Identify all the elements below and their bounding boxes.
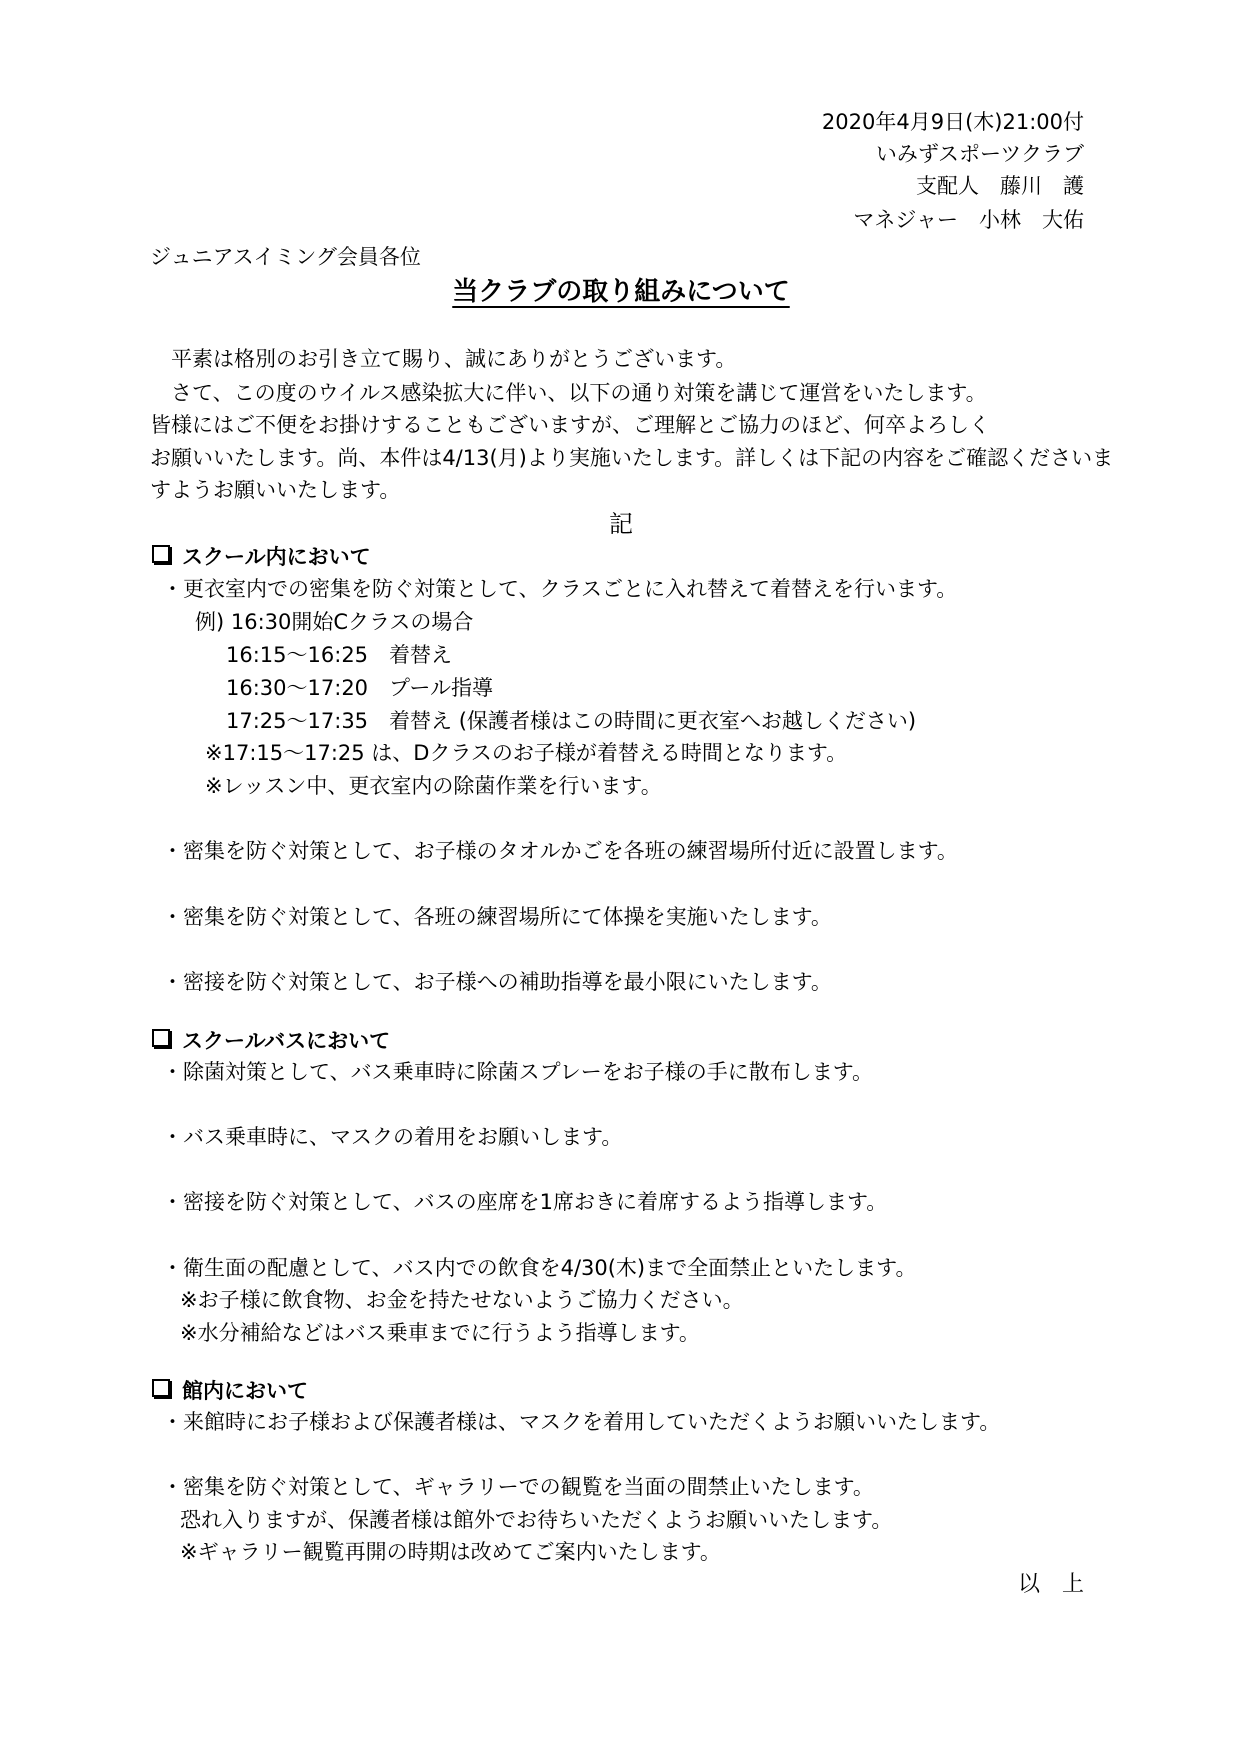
list-item: ・密集を防ぐ対策として、お子様のタオルかごを各班の練習場所付近に設置します。 bbox=[162, 839, 958, 863]
intro-line: 平素は格別のお引き立て賜り、誠にありがとうございます。 bbox=[150, 347, 737, 371]
list-item: ・密集を防ぐ対策として、ギャラリーでの観覧を当面の間禁止いたします。 bbox=[162, 1475, 874, 1499]
checkbox-icon bbox=[152, 1029, 170, 1047]
list-item: 例) 16:30開始Cクラスの場合 bbox=[195, 610, 474, 634]
list-item: ※17:15～17:25 は、Dクラスのお子様が着替える時間となります。 bbox=[205, 741, 848, 765]
intro-line: お願いいたします。尚、本件は4/13(月)より実施いたします。詳しくは下記の内容をご確認くださいま bbox=[150, 446, 1114, 470]
checkbox-icon bbox=[152, 545, 170, 563]
document-title: 当クラブの取り組みについて bbox=[452, 277, 790, 307]
list-item: ・密接を防ぐ対策として、お子様への補助指導を最小限にいたします。 bbox=[162, 970, 832, 994]
list-item: ・来館時にお子様および保護者様は、マスクを着用していただくようお願いいたします。 bbox=[162, 1410, 1001, 1434]
section-heading-label: スクール内において bbox=[182, 545, 371, 569]
list-item: ・衛生面の配慮として、バス内での飲食を4/30(木)まで全面禁止といたします。 bbox=[162, 1256, 917, 1280]
organization-name: いみずスポーツクラブ bbox=[875, 142, 1084, 166]
section-heading-label: 館内において bbox=[182, 1379, 308, 1403]
list-item: ※水分補給などはバス乗車までに行うよう指導します。 bbox=[180, 1321, 700, 1345]
list-item: 17:25～17:35 着替え (保護者様はこの時間に更衣室へお越しください) bbox=[226, 709, 917, 733]
intro-line: すようお願いいたします。 bbox=[150, 478, 401, 502]
list-item: 16:30～17:20 プール指導 bbox=[226, 676, 493, 700]
checkbox-icon bbox=[152, 1379, 170, 1397]
manager-name: マネジャー 小林 大佑 bbox=[853, 208, 1084, 232]
recipient: ジュニアスイミング会員各位 bbox=[150, 245, 421, 269]
list-item: ・密接を防ぐ対策として、バスの座席を1席おきに着席するよう指導します。 bbox=[162, 1190, 888, 1214]
section-heading-bus bbox=[152, 1029, 390, 1052]
list-item: ※お子様に飲食物、お金を持たせないようご協力ください。 bbox=[180, 1288, 744, 1312]
section-heading-facility bbox=[152, 1379, 308, 1402]
issue-date: 2020年4月9日(木)21:00付 bbox=[821, 110, 1084, 134]
section-heading-school bbox=[152, 545, 371, 568]
ki-marker: 記 bbox=[609, 510, 633, 538]
section-heading-label: スクールバスにおいて bbox=[182, 1029, 391, 1053]
closing-mark: 以 上 bbox=[1017, 1572, 1084, 1597]
intro-line: さて、この度のウイルス感染拡大に伴い、以下の通り対策を講じて運営をいたします。 bbox=[150, 381, 987, 405]
list-item: ・更衣室内での密集を防ぐ対策として、クラスごとに入れ替えて着替えを行います。 bbox=[162, 577, 958, 601]
list-item: ・バス乗車時に、マスクの着用をお願いします。 bbox=[162, 1125, 623, 1149]
director-name: 支配人 藤川 護 bbox=[916, 174, 1084, 198]
list-item: ・密集を防ぐ対策として、各班の練習場所にて体操を実施いたします。 bbox=[162, 905, 832, 929]
list-item: ※レッスン中、更衣室内の除菌作業を行います。 bbox=[205, 774, 662, 798]
list-item: ※ギャラリー観覧再開の時期は改めてご案内いたします。 bbox=[180, 1540, 721, 1564]
list-item: 16:15～16:25 着替え bbox=[226, 643, 453, 667]
intro-line: 皆様にはご不便をお掛けすることもございますが、ご理解とご協力のほど、何卒よろしく bbox=[150, 413, 990, 437]
list-item: ・除菌対策として、バス乗車時に除菌スプレーをお子様の手に散布します。 bbox=[162, 1060, 874, 1084]
list-item: 恐れ入りますが、保護者様は館外でお待ちいただくようお願いいたします。 bbox=[180, 1508, 893, 1532]
